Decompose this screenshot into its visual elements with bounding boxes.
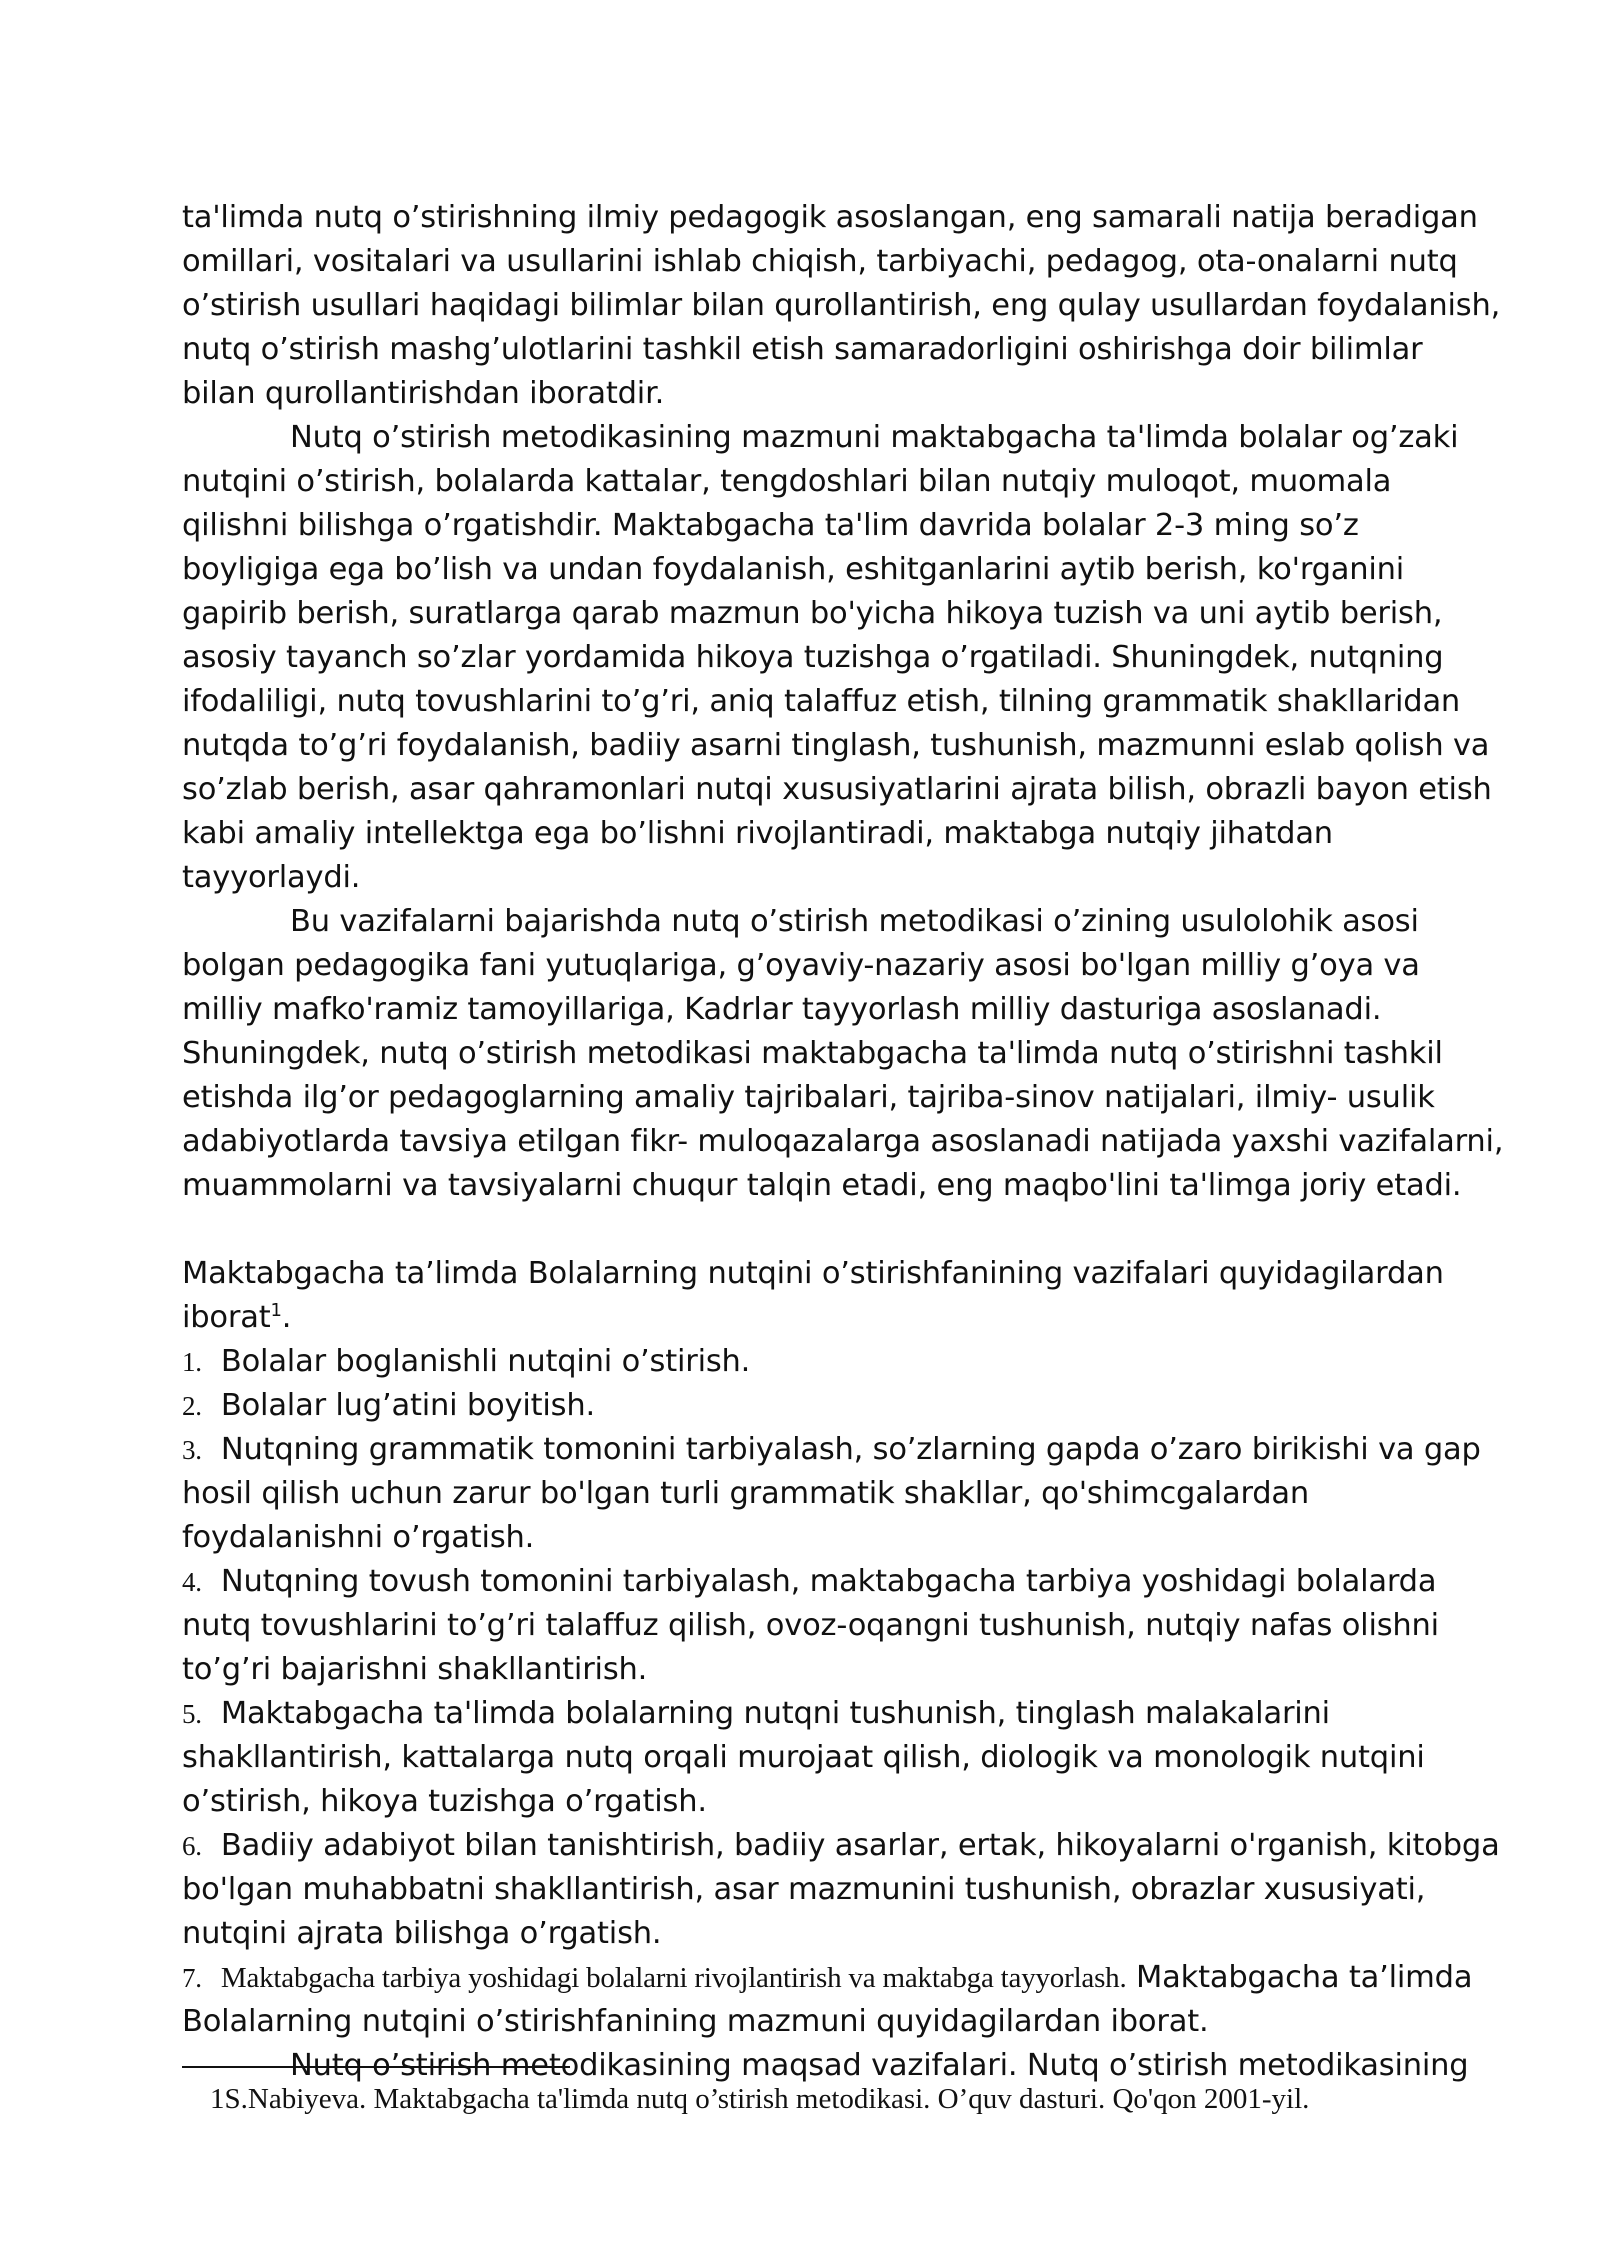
paragraph-spacer: [182, 1208, 1504, 1252]
list-item-4: [182, 1560, 1504, 1692]
list-number: 4.: [182, 1567, 202, 1597]
list-text: Bolalar lug’atini boyitish.: [220, 1388, 595, 1423]
paragraph-4-text: Maktabgacha ta’limda Bolalarning nutqini o’stirishfanining vazifalari quyidagilardan iborat: [182, 1256, 1444, 1335]
footnote: 1S.Nabiyeva. Maktabgacha ta'limda nutq o’stirish metodikasi. O’quv dasturi. Qo'qon 2001-yil.: [210, 2083, 1310, 2115]
list-text: Maktabgacha ta'limda bolalarning nutqni tushunish, tinglash malakalarini shakllantirish, kattalarga nutq orqali murojaat qilish, diologik va monologik nutqini o’stirish, hikoya tuzishga o’rgatish.: [182, 1696, 1425, 1819]
list-text-tail: Maktabgacha ta’limda Bolalarning nutqini o’stirishfanining mazmuni quyidagilardan iborat.: [182, 1960, 1473, 2039]
list-text: Maktabgacha tarbiya yoshidagi bolalarni rivojlantirish va maktabga tayyorlash.: [220, 1962, 1127, 1994]
document-body: [182, 196, 1504, 2088]
paragraph-4: [182, 1252, 1504, 1340]
list-item-7: [182, 1956, 1504, 2044]
footnote-reference: 1: [270, 1299, 282, 1321]
paragraph-3: Bu vazifalarni bajarishda nutq o’stirish metodikasi o’zining usulolohik asosi bolgan pedagogika fani yutuqlariga, g’oyaviy-nazariy asosi bo'lgan milliy g’oya va milliy mafko'ramiz tamoyillariga, Kadrlar tayyorlash milliy dasturiga asoslanadi. Shuningdek, nutq o’stirish metodikasi maktabgacha ta'limda nutq o’stirishni tashkil etishda ilg’or pedagoglarning amaliy tajribalari, tajriba-sinov natijalari, ilmiy- usulik adabiyotlarda tavsiya etilgan fikr- muloqazalarga asoslanadi natijada yaxshi vazifalarni, muammolarni va tavsiyalarni chuqur talqin etadi, eng maqbo'lini ta'limga joriy etadi.: [182, 904, 1504, 1203]
list-item-5: [182, 1692, 1504, 1824]
list-number: 6.: [182, 1831, 202, 1861]
list-number: 3.: [182, 1435, 202, 1465]
list-item-1: [182, 1340, 1504, 1384]
last-paragraph: Nutq o’stirish metodikasining maqsad vazifalari. Nutq o’stirish metodikasining: [290, 2048, 1469, 2083]
list-text: Badiiy adabiyot bilan tanishtirish, badiiy asarlar, ertak, hikoyalarni o'rganish, kitobga bo'lgan muhabbatni shakllantirish, asar mazmunini tushunish, obrazlar xususiyati, nutqini ajrata bilishga o’rgatish.: [182, 1828, 1500, 1951]
list-text: Nutqning tovush tomonini tarbiyalash, maktabgacha tarbiya yoshidagi bolalarda nutq tovushlarini to’g’ri talaffuz qilish, ovoz-oqangni tushunish, nutqiy nafas olishni to’g’ri bajarishni shakllantirish.: [182, 1564, 1439, 1687]
paragraph-2: Nutq o’stirish metodikasining mazmuni maktabgacha ta'limda bolalar og’zaki nutqini o’stirish, bolalarda kattalar, tengdoshlari bilan nutqiy muloqot, muomala qilishni bilishga o’rgatishdir. Maktabgacha ta'lim davrida bolalar 2-3 ming so’z boyligiga ega bo’lish va undan foydalanish, eshitganlarini aytib berish, ko'rganini gapirib berish, suratlarga qarab mazmun bo'yicha hikoya tuzish va uni aytib berish, asosiy tayanch so’zlar yordamida hikoya tuzishga o’rgatiladi. Shuningdek, nutqning ifodaliligi, nutq tovushlarini to’g’ri, aniq talaffuz etish, tilning grammatik shakllaridan nutqda to’g’ri foydalanish, badiiy asarni tinglash, tushunish, mazmunni eslab qolish va so’zlab berish, asar qahramonlari nutqi xususiyatlarini ajrata bilish, obrazli bayon etish kabi amaliy intellektga ega bo’lishni rivojlantiradi, maktabga nutqiy jihatdan tayyorlaydi.: [182, 420, 1492, 895]
paragraph-4-end: .: [281, 1300, 292, 1335]
list-number: 2.: [182, 1391, 202, 1421]
list-item-3: [182, 1428, 1504, 1560]
paragraph-1: ta'limda nutq o’stirishning ilmiy pedagogik asoslangan, eng samarali natija beradigan omillari, vositalari va usullarini ishlab chiqish, tarbiyachi, pedagog, ota-onalarni nutq o’stirish usullari haqidagi bilimlar bilan qurollantirish, eng qulay usullardan foydalanish, nutq o’stirish mashg’ulotlarini tashkil etish samaradorligini oshirishga doir bilimlar bilan qurollantirishdan iboratdir.: [182, 200, 1501, 411]
list-number: 5.: [182, 1699, 202, 1729]
list-item-6: [182, 1824, 1504, 1956]
list-number: 7.: [182, 1963, 202, 1993]
list-item-2: [182, 1384, 1504, 1428]
list-text: Bolalar boglanishli nutqini o’stirish.: [220, 1344, 751, 1379]
list-number: 1.: [182, 1347, 202, 1377]
footnote-separator: [182, 2066, 570, 2068]
list-text: Nutqning grammatik tomonini tarbiyalash, so’zlarning gapda o’zaro birikishi va gap hosil qilish uchun zarur bo'lgan turli grammatik shakllar, qo'shimcgalardan foydalanishni o’rgatish.: [182, 1432, 1481, 1555]
